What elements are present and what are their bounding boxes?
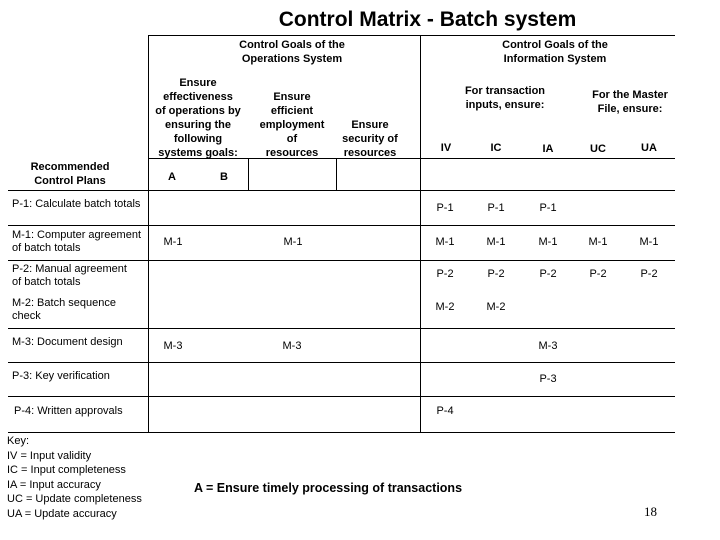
plan-row-label: M-2: Batch sequence check [12, 297, 116, 322]
plan-row-label: P-2: Manual agreement of batch totals [12, 263, 127, 288]
matrix-cell: M-1 [163, 236, 183, 248]
timely-processing-note: A = Ensure timely processing of transactions [194, 481, 463, 495]
matrix-cell: P-1 [487, 202, 505, 214]
col-ic-header: IC [490, 142, 502, 154]
legend-key: Key: IV = Input validity IC = Input completeness IA = Input accuracy UC = Update completeness UA = Update accuracy [7, 435, 142, 520]
plan-row-label: P-1: Calculate batch totals [12, 198, 141, 210]
rule-row-4 [8, 328, 675, 329]
matrix-cell: M-2 [486, 301, 506, 313]
matrix-cell: M-1 [588, 236, 608, 248]
matrix-cell: P-3 [539, 373, 557, 385]
info-goals-header: Control Goals of the Information System [502, 39, 608, 65]
rule-row-2 [8, 260, 675, 261]
ensure-efficient-header: Ensure efficient employment of resources [259, 91, 325, 159]
matrix-cell: M-3 [282, 340, 302, 352]
ensure-effectiveness-header: Ensure effectiveness of operations by ensuring the following systems goals: [155, 77, 241, 159]
rule-columns-bottom [8, 190, 675, 191]
rule-row-1 [8, 225, 675, 226]
matrix-cell: M-1 [639, 236, 659, 248]
col-iv-header: IV [440, 142, 452, 154]
matrix-cell: M-3 [163, 340, 183, 352]
matrix-cell: M-1 [486, 236, 506, 248]
plan-row-label: M-1: Computer agreement of batch totals [12, 229, 141, 254]
ensure-security-header: Ensure security of resources [342, 119, 398, 159]
col-ia-header: IA [542, 143, 554, 155]
plan-row-label: P-3: Key verification [12, 370, 110, 382]
matrix-cell: P-2 [487, 268, 505, 280]
matrix-cell: P-2 [589, 268, 607, 280]
plan-row-label: P-4: Written approvals [14, 405, 123, 417]
transaction-inputs-header: For transaction inputs, ensure: [464, 85, 546, 111]
matrix-cell: M-1 [283, 236, 303, 248]
plan-row-label: M-3: Document design [12, 336, 123, 348]
master-file-header: For the Master File, ensure: [592, 89, 668, 115]
matrix-cell: M-1 [435, 236, 455, 248]
rule-top [148, 35, 675, 36]
page-number: 18 [644, 504, 657, 519]
matrix-cell: P-2 [640, 268, 658, 280]
matrix-cell: P-1 [539, 202, 557, 214]
recommended-plans-header: Recommended Control Plans [30, 161, 110, 187]
col-a-header: A [168, 171, 176, 183]
ops-goals-header: Control Goals of the Operations System [239, 39, 345, 65]
col-ua-header: UA [641, 142, 657, 154]
page-title: Control Matrix - Batch system [278, 8, 577, 31]
matrix-cell: M-1 [538, 236, 558, 248]
matrix-cell: P-1 [436, 202, 454, 214]
rule-col-ops-info [420, 35, 421, 432]
matrix-cell: P-4 [436, 405, 454, 417]
matrix-cell: M-3 [538, 340, 558, 352]
matrix-cell: P-2 [539, 268, 557, 280]
col-uc-header: UC [590, 143, 606, 155]
matrix-cell: P-2 [436, 268, 454, 280]
rule-col-efficient [248, 158, 249, 190]
rule-row-5 [8, 362, 675, 363]
rule-row-6 [8, 396, 675, 397]
col-b-header: B [220, 171, 228, 183]
rule-col-security [336, 158, 337, 190]
matrix-cell: M-2 [435, 301, 455, 313]
rule-bottom [8, 432, 675, 433]
